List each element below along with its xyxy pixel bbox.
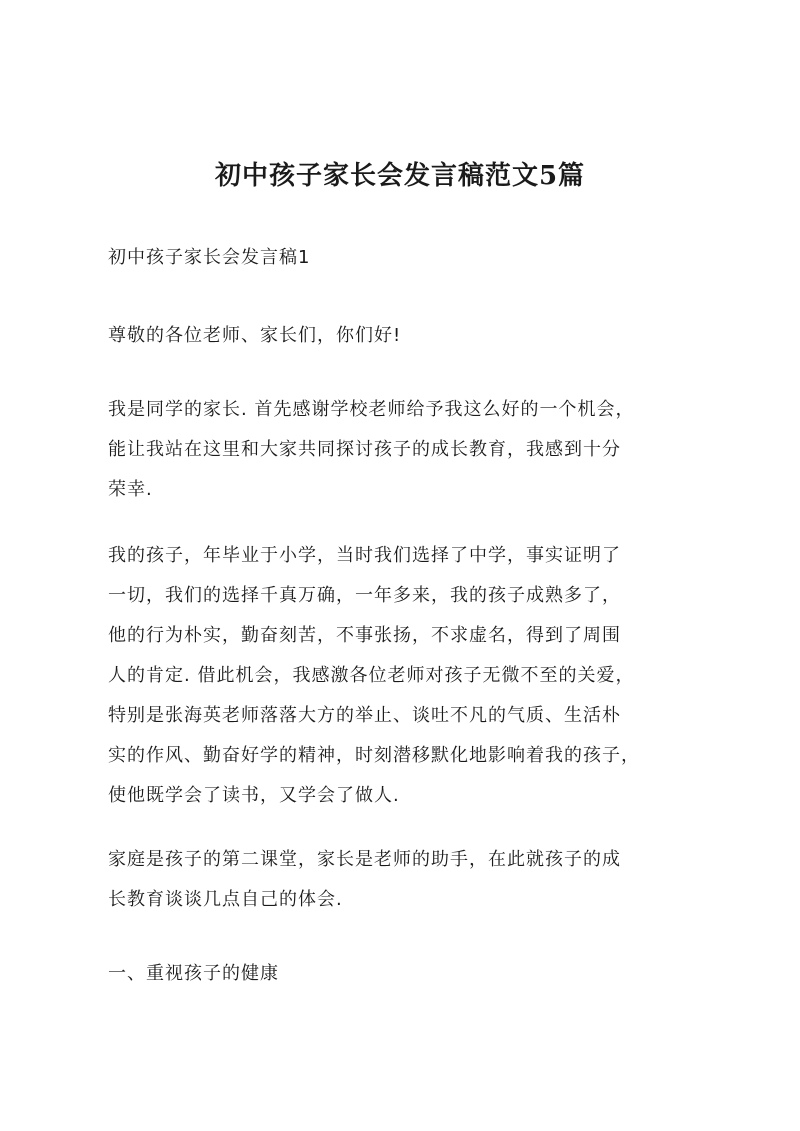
paragraph-line: 人的肯定. 借此机会，我感激各位老师对孩子无微不至的关爱， <box>108 665 635 686</box>
paragraph-line: 长教育谈谈几点自己的体会. <box>108 889 343 910</box>
point-heading-text: 一、重视孩子的健康 <box>108 963 279 984</box>
paragraph-line: 使他既学会了读书，又学会了做人. <box>108 785 400 806</box>
paragraph-2 <box>108 536 698 816</box>
greeting <box>108 316 698 356</box>
section-heading-text: 初中孩子家长会发言稿1 <box>108 247 311 268</box>
paragraph-line: 荣幸. <box>108 479 153 500</box>
paragraph-line: 实的作风、勤奋好学的精神，时刻潜移默化地影响着我的孩子， <box>108 745 640 766</box>
paragraph-line: 一切，我们的选择千真万确，一年多来，我的孩子成熟多了， <box>108 585 621 606</box>
paragraph-line: 能让我站在这里和大家共同探讨孩子的成长教育，我感到十分 <box>108 439 621 460</box>
point-heading-1 <box>108 954 698 994</box>
paragraph-line: 我是同学的家长. 首先感谢学校老师给予我这么好的一个机会， <box>108 399 635 420</box>
paragraph-3 <box>108 840 698 920</box>
paragraph-line: 我的孩子，年毕业于小学，当时我们选择了中学，事实证明了 <box>108 545 621 566</box>
section-heading <box>108 238 698 278</box>
paragraph-line: 他的行为朴实，勤奋刻苦，不事张扬，不求虚名，得到了周围 <box>108 625 621 646</box>
paragraph-line: 特别是张海英老师落落大方的举止、谈吐不凡的气质、生活朴 <box>108 705 621 726</box>
paragraph-line: 家庭是孩子的第二课堂，家长是老师的助手，在此就孩子的成 <box>108 849 621 870</box>
paragraph-1 <box>108 390 698 510</box>
greeting-text: 尊敬的各位老师、家长们，你们好! <box>108 325 402 346</box>
document-title: 初中孩子家长会发言稿范文5篇 <box>214 161 586 191</box>
